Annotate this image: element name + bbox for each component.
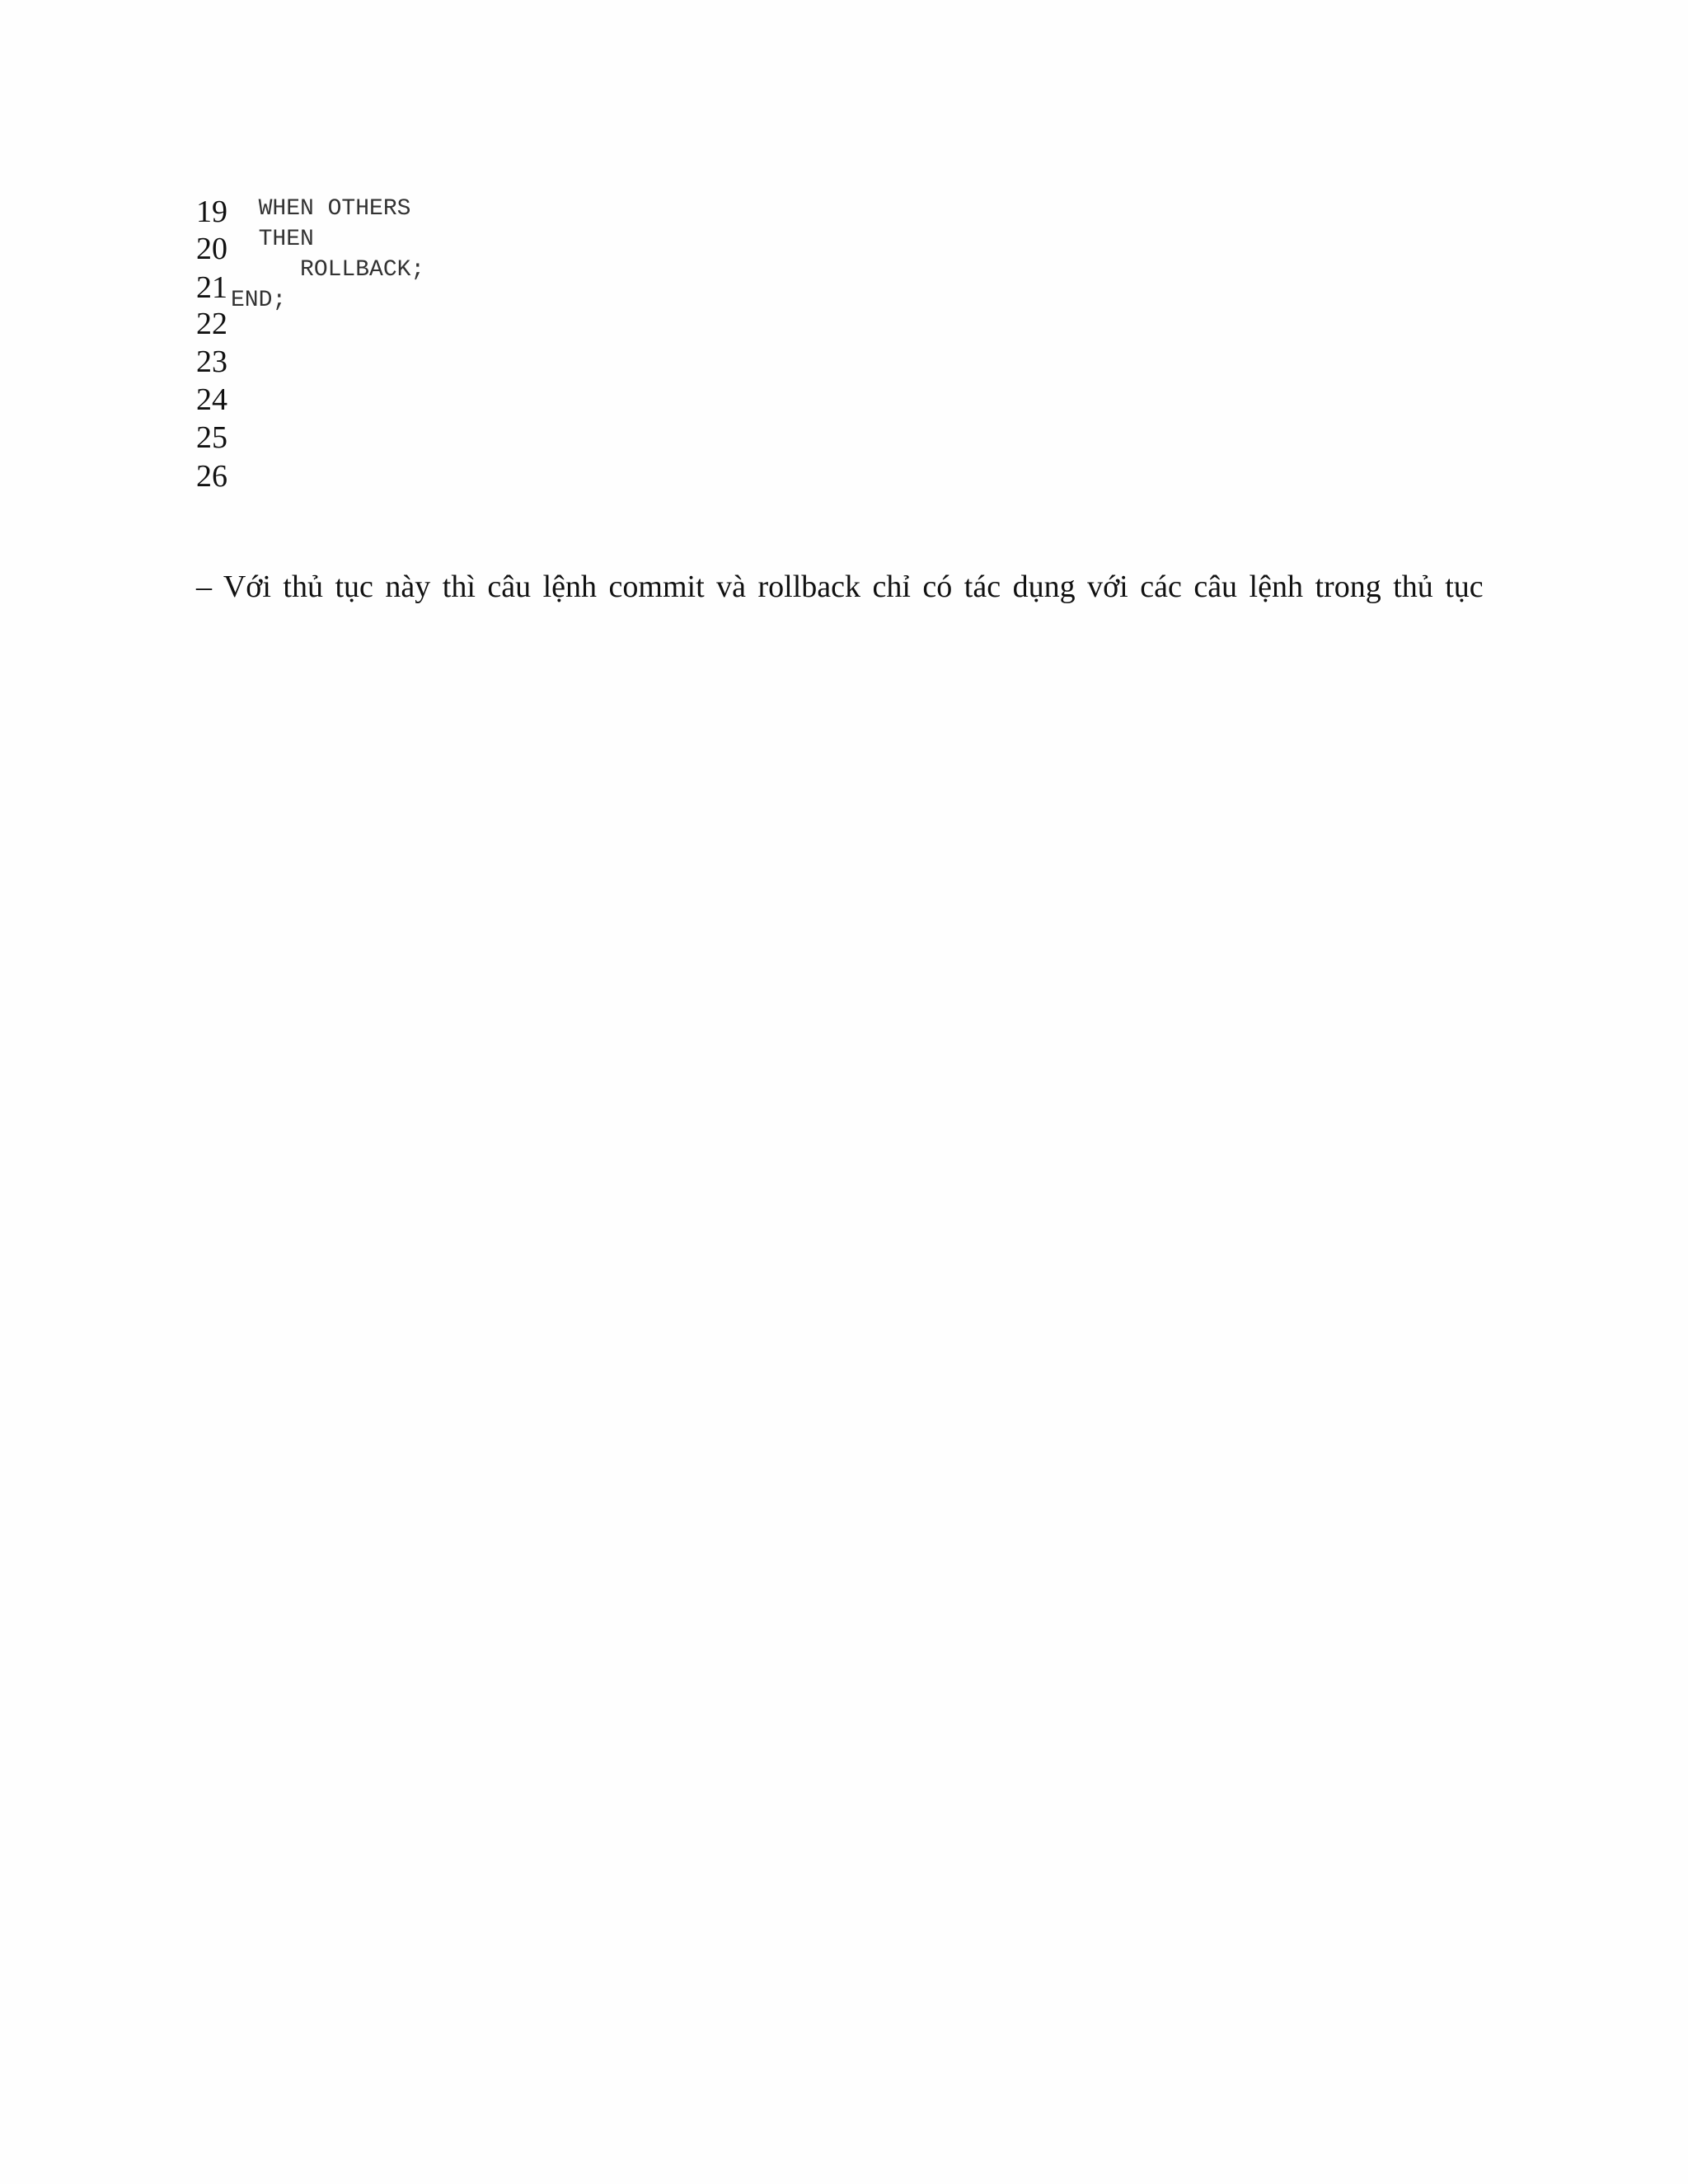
body-paragraph: – Với thủ tục này thì câu lệnh commit và rollback chỉ có tác dụng với các câu lệnh trong thủ tục bbox=[196, 569, 1484, 604]
line-number: 22 bbox=[196, 307, 227, 341]
line-number: 21 bbox=[196, 270, 227, 305]
code-line-when-others: WHEN OTHERS bbox=[231, 196, 411, 222]
line-number: 25 bbox=[196, 420, 227, 455]
line-number: 20 bbox=[196, 232, 227, 266]
line-number: 19 bbox=[196, 194, 227, 229]
code-line-end: END; bbox=[231, 288, 287, 313]
line-number: 24 bbox=[196, 382, 227, 417]
line-number: 23 bbox=[196, 344, 227, 379]
code-line-rollback: ROLLBACK; bbox=[231, 257, 425, 283]
code-line-then: THEN bbox=[231, 227, 314, 252]
code-block bbox=[231, 196, 577, 320]
line-number: 26 bbox=[196, 459, 227, 494]
